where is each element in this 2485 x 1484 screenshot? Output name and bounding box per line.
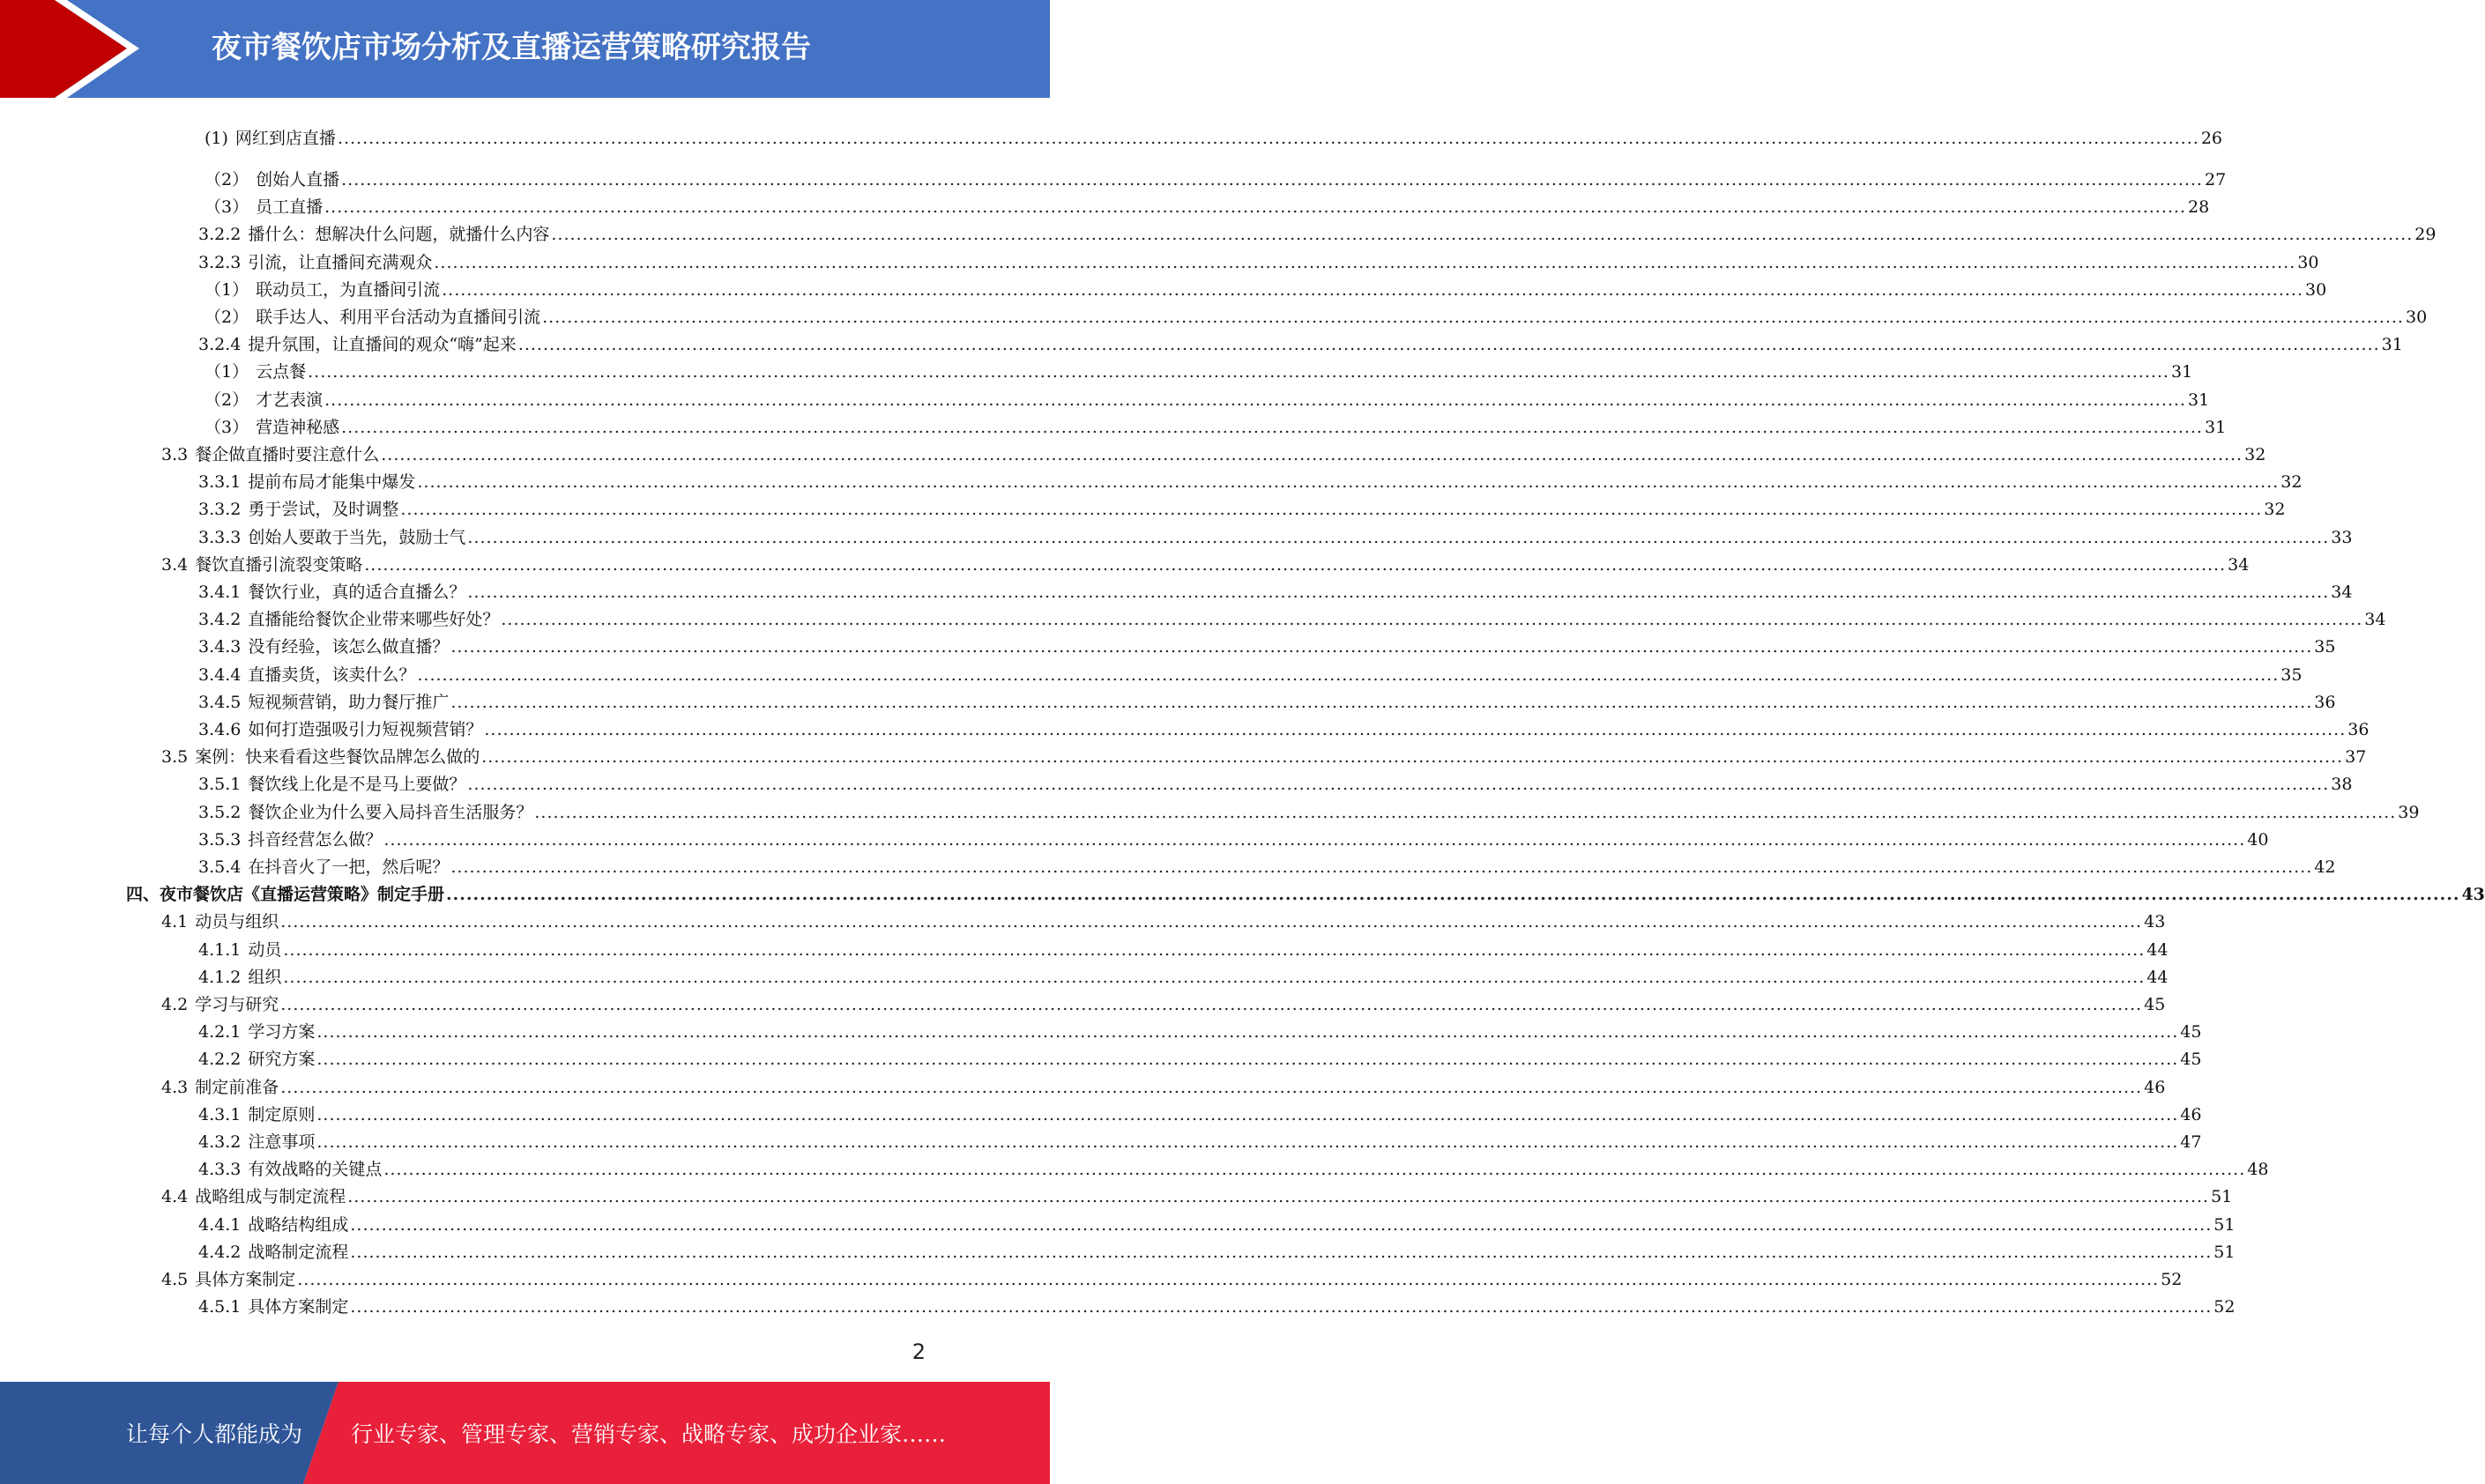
- toc-entry-number: 3.5.4: [198, 857, 242, 877]
- toc-entry[interactable]: [161, 1074, 2166, 1101]
- toc-entry[interactable]: [198, 1212, 2236, 1238]
- toc-leader-dots: ............................................................................................................................................................................................................................................................................................................: [316, 1104, 2179, 1124]
- toc-entry-number: 3.4.2: [198, 610, 242, 630]
- toc-entry-number: 3.5.3: [198, 829, 242, 850]
- toc-entry-number: (1): [205, 129, 228, 148]
- toc-entry-page: 35: [2314, 637, 2336, 657]
- toc-entry-title: 研究方案: [248, 1050, 316, 1070]
- toc-entry[interactable]: [198, 1156, 2269, 1183]
- toc-entry-number: 4.3.3: [198, 1160, 242, 1180]
- toc-leader-dots: ............................................................................................................................................................................................................................................................................................................: [501, 610, 2363, 630]
- toc-entry-page: 48: [2247, 1160, 2269, 1180]
- toc-entry-number: 3.2.3: [198, 252, 242, 272]
- toc-leader-dots: ............................................................................................................................................................................................................................................................................................................: [417, 664, 2280, 685]
- toc-leader-dots: ............................................................................................................................................................................................................................................................................................................: [450, 692, 2313, 712]
- toc-entry-title: 网红到店直播: [234, 129, 336, 148]
- toc-entry[interactable]: [161, 744, 2367, 770]
- toc-entry-page: 30: [2297, 252, 2319, 272]
- toc-entry-number: 4.2.2: [198, 1050, 242, 1070]
- toc-entry-number: 4.1.1: [198, 939, 242, 960]
- toc-entry-title: 没有经验，该怎么做直播？: [248, 637, 450, 657]
- toc-entry-page: 26: [2200, 129, 2222, 148]
- toc-entry-page: 44: [2146, 967, 2169, 987]
- toc-entry-number: 4.2: [161, 995, 189, 1014]
- toc-leader-dots: ............................................................................................................................................................................................................................................................................................................: [517, 335, 2380, 355]
- toc-leader-dots: ............................................................................................................................................................................................................................................................................................................: [341, 417, 2203, 437]
- toc-entry-title: 员工直播: [256, 197, 324, 218]
- toc-entry-title: 学习与研究: [195, 995, 279, 1014]
- toc-entry[interactable]: [198, 331, 2403, 358]
- toc-entry[interactable]: [198, 524, 2353, 551]
- toc-entry-number: 3.3: [161, 445, 189, 464]
- toc-leader-dots: ............................................................................................................................................................................................................................................................................................................: [316, 1022, 2179, 1043]
- toc-entry-title: 抖音经营怎么做？: [248, 829, 383, 850]
- toc-entry-page: 40: [2247, 829, 2269, 850]
- toc-entry-title: 组织: [248, 967, 282, 987]
- toc-leader-dots: ............................................................................................................................................................................................................................................................................................................: [467, 582, 2330, 602]
- toc-entry-number: 4.4.1: [198, 1214, 242, 1235]
- toc-entry-number: 4.4.2: [198, 1242, 242, 1262]
- toc-entry-title: 直播能给餐饮企业带来哪些好处？: [248, 610, 500, 630]
- footer-slogan-left: 让每个人都能成为: [126, 1421, 303, 1447]
- toc-entry-number: （1）: [205, 362, 249, 382]
- toc-entry[interactable]: [126, 881, 2485, 908]
- toc-entry[interactable]: [205, 359, 2193, 385]
- toc-entry-number: 3.4.1: [198, 582, 242, 602]
- toc-entry-number: 4.4: [161, 1187, 189, 1207]
- toc-leader-dots: ............................................................................................................................................................................................................................................................................................................: [467, 527, 2330, 547]
- toc-entry-title: 制定原则: [248, 1104, 316, 1124]
- toc-entry[interactable]: [198, 1019, 2202, 1045]
- toc-entry-title: 战略结构组成: [248, 1214, 349, 1235]
- toc-entry-number: （2）: [205, 390, 249, 410]
- toc-entry-number: 3.4.6: [198, 720, 242, 739]
- toc-entry-title: 具体方案制定: [248, 1297, 349, 1317]
- toc-leader-dots: ............................................................................................................................................................................................................................................................................................................: [434, 252, 2296, 272]
- toc-entry-number: （3）: [205, 417, 249, 437]
- toc-entry-number: 3.5: [161, 747, 189, 768]
- toc-entry-page: 31: [2187, 390, 2210, 410]
- toc-entry[interactable]: [205, 194, 2210, 220]
- toc-entry-page: 35: [2280, 664, 2303, 685]
- toc-entry-page: 31: [2170, 362, 2193, 382]
- toc-leader-dots: ............................................................................................................................................................................................................................................................................................................: [442, 279, 2303, 300]
- toc-entry-number: 4.1.2: [198, 967, 242, 987]
- toc-entry-number: 3.2.2: [198, 225, 242, 245]
- toc-leader-dots: ............................................................................................................................................................................................................................................................................................................: [364, 554, 2227, 575]
- toc-leader-dots: ............................................................................................................................................................................................................................................................................................................: [551, 225, 2414, 245]
- toc-entry-title: 动员与组织: [195, 912, 279, 932]
- toc-leader-dots: ............................................................................................................................................................................................................................................................................................................: [481, 747, 2344, 768]
- toc-entry-number: 3.2.4: [198, 335, 242, 355]
- toc-leader-dots: ............................................................................................................................................................................................................................................................................................................: [324, 390, 2186, 410]
- toc-entry-title: 具体方案制定: [195, 1270, 296, 1289]
- toc-entry-title: 餐饮线上化是不是马上要做？: [248, 775, 466, 795]
- toc-entry[interactable]: [198, 496, 2286, 523]
- toc-entry-title: 如何打造强吸引力短视频营销？: [248, 720, 483, 739]
- toc-entry-title: 直播卖货，该卖什么？: [248, 664, 416, 685]
- toc-entry-page: 45: [2144, 995, 2166, 1014]
- toc-leader-dots: ............................................................................................................................................................................................................................................................................................................: [297, 1270, 2160, 1289]
- toc-entry-number: （1）: [205, 279, 249, 300]
- toc-leader-dots: ............................................................................................................................................................................................................................................................................................................: [350, 1242, 2213, 1262]
- toc-entry[interactable]: [198, 771, 2353, 798]
- toc-entry-title: 云点餐: [256, 362, 307, 382]
- toc-entry-title: 才艺表演: [256, 390, 324, 410]
- toc-entry-page: 34: [2364, 610, 2386, 630]
- toc-leader-dots: ............................................................................................................................................................................................................................................................................................................: [280, 912, 2143, 932]
- toc-entry-title: 创始人直播: [256, 170, 340, 189]
- toc-entry-number: 4.3.1: [198, 1104, 242, 1124]
- toc-entry[interactable]: [198, 964, 2169, 991]
- toc-leader-dots: ............................................................................................................................................................................................................................................................................................................: [542, 308, 2404, 327]
- toc-entry-number: （3）: [205, 197, 249, 218]
- toc-entry-page: 31: [2381, 335, 2403, 355]
- toc-leader-dots: ............................................................................................................................................................................................................................................................................................................: [283, 939, 2146, 960]
- toc-entry-title: 制定前准备: [195, 1077, 279, 1097]
- toc-entry-number: 3.4.3: [198, 637, 242, 657]
- toc-entry-title: 学习方案: [248, 1022, 316, 1043]
- toc-entry-title: 战略制定流程: [248, 1242, 349, 1262]
- toc-leader-dots: ............................................................................................................................................................................................................................................................................................................: [450, 857, 2313, 877]
- toc-entry-number: 4.5.1: [198, 1297, 242, 1317]
- toc-entry-title: 短视频营销，助力餐厅推广: [248, 692, 450, 712]
- toc-entry[interactable]: [198, 1129, 2202, 1155]
- toc-entry-title: 在抖音火了一把，然后呢？: [248, 857, 450, 877]
- toc-entry-title: 联手达人、利用平台活动为直播间引流: [256, 308, 541, 327]
- toc-entry-title: 餐饮行业，真的适合直播么？: [248, 582, 466, 602]
- toc-entry[interactable]: [198, 469, 2303, 495]
- toc-entry-page: 51: [2211, 1187, 2233, 1207]
- toc-leader-dots: ............................................................................................................................................................................................................................................................................................................: [381, 445, 2243, 464]
- toc-entry-title: 引流，让直播间充满观众: [248, 252, 433, 272]
- toc-leader-dots: ............................................................................................................................................................................................................................................................................................................: [350, 1214, 2213, 1235]
- toc-leader-dots: ............................................................................................................................................................................................................................................................................................................: [316, 1132, 2179, 1152]
- toc-entry-number: 3.3.1: [198, 472, 242, 493]
- toc-entry[interactable]: [205, 304, 2428, 330]
- toc-entry-page: 32: [2264, 500, 2286, 520]
- toc-entry-page: 32: [2244, 445, 2266, 464]
- toc-entry-page: 44: [2146, 939, 2169, 960]
- toc-entry[interactable]: [161, 441, 2266, 468]
- toc-entry-title: 注意事项: [248, 1132, 316, 1152]
- toc-entry-page: 39: [2398, 802, 2420, 822]
- toc-entry[interactable]: [205, 277, 2327, 303]
- toc-leader-dots: ............................................................................................................................................................................................................................................................................................................: [400, 500, 2263, 520]
- toc-entry-page: 45: [2180, 1050, 2202, 1070]
- toc-entry-page: 52: [2161, 1270, 2183, 1289]
- toc-entry-number: （2）: [205, 308, 249, 327]
- toc-entry-page: 43: [2461, 885, 2485, 905]
- page-number: 2: [911, 1339, 926, 1364]
- toc-entry-page: 47: [2180, 1132, 2202, 1152]
- toc-entry[interactable]: [205, 125, 2222, 152]
- toc-leader-dots: ............................................................................................................................................................................................................................................................................................................: [308, 362, 2169, 382]
- toc-entry[interactable]: [205, 414, 2227, 441]
- toc-entry-number: 4.3.2: [198, 1132, 242, 1152]
- toc-entry-page: 46: [2180, 1104, 2202, 1124]
- toc-entry-page: 30: [2304, 279, 2327, 300]
- toc-entry-number: 3.4: [161, 554, 189, 575]
- footer-slogan-right: 行业专家、管理专家、营销专家、战略专家、成功企业家……: [351, 1421, 947, 1447]
- toc-entry-title: 战略组成与制定流程: [195, 1187, 346, 1207]
- toc-leader-dots: ............................................................................................................................................................................................................................................................................................................: [417, 472, 2280, 493]
- toc-leader-dots: ............................................................................................................................................................................................................................................................................................................: [383, 829, 2246, 850]
- toc-entry-number: 3.5.2: [198, 802, 242, 822]
- toc-leader-dots: ............................................................................................................................................................................................................................................................................................................: [446, 885, 2460, 905]
- toc-entry-page: 27: [2204, 170, 2227, 189]
- toc-entry[interactable]: [198, 1294, 2236, 1320]
- toc-leader-dots: ............................................................................................................................................................................................................................................................................................................: [324, 197, 2186, 218]
- toc-entry[interactable]: [205, 387, 2210, 413]
- toc-entry-number: 4.1: [161, 912, 189, 932]
- toc-leader-dots: ............................................................................................................................................................................................................................................................................................................: [337, 129, 2199, 148]
- toc-leader-dots: ............................................................................................................................................................................................................................................................................................................: [347, 1187, 2210, 1207]
- toc-entry-number: 3.5.1: [198, 775, 242, 795]
- toc-entry[interactable]: [198, 937, 2169, 963]
- toc-entry-page: 37: [2345, 747, 2367, 768]
- toc-leader-dots: ............................................................................................................................................................................................................................................................................................................: [316, 1050, 2179, 1070]
- toc-entry[interactable]: [198, 1239, 2236, 1265]
- toc-entry[interactable]: [198, 1046, 2202, 1072]
- toc-entry-page: 36: [2314, 692, 2336, 712]
- toc-entry[interactable]: [198, 662, 2303, 688]
- toc-entry-title: 联动员工，为直播间引流: [256, 279, 441, 300]
- toc-entry-page: 30: [2405, 308, 2428, 327]
- toc-leader-dots: ............................................................................................................................................................................................................................................................................................................: [283, 967, 2146, 987]
- toc-entry-page: 29: [2414, 225, 2437, 245]
- toc-entry[interactable]: [198, 249, 2319, 276]
- report-title: 夜市餐饮店市场分析及直播运营策略研究报告: [212, 30, 811, 65]
- toc-entry[interactable]: [161, 991, 2166, 1018]
- toc-entry-page: 36: [2347, 720, 2370, 739]
- toc-entry-title: 餐企做直播时要注意什么: [195, 445, 380, 464]
- toc-entry-title: 营造神秘感: [256, 417, 340, 437]
- toc-entry-title: 动员: [248, 939, 282, 960]
- toc-entry-number: 3.3.3: [198, 527, 242, 547]
- toc-entry-number: 3.4.5: [198, 692, 242, 712]
- toc-entry[interactable]: [161, 909, 2166, 935]
- toc-entry-page: 34: [2331, 582, 2353, 602]
- toc-entry-title: 四、夜市餐饮店《直播运营策略》制定手册: [126, 885, 445, 905]
- toc-entry[interactable]: [198, 579, 2353, 605]
- toc-entry-title: 提前布局才能集中爆发: [248, 472, 416, 493]
- toc-entry-number: 4.2.1: [198, 1022, 242, 1043]
- toc-entry-number: 4.3: [161, 1077, 189, 1097]
- toc-entry[interactable]: [205, 167, 2227, 193]
- toc-entry-page: 51: [2213, 1214, 2236, 1235]
- toc-entry-page: 33: [2331, 527, 2353, 547]
- toc-entry[interactable]: [198, 634, 2336, 660]
- toc-entry[interactable]: [198, 221, 2437, 248]
- toc-entry[interactable]: [161, 1266, 2183, 1293]
- toc-leader-dots: ............................................................................................................................................................................................................................................................................................................: [280, 995, 2143, 1014]
- toc-entry-number: 3.3.2: [198, 500, 242, 520]
- toc-entry-title: 餐饮企业为什么要入局抖音生活服务？: [248, 802, 533, 822]
- toc-entry[interactable]: [161, 552, 2250, 578]
- toc-entry-title: 创始人要敢于当先，鼓励士气: [248, 527, 466, 547]
- toc-entry-page: 42: [2314, 857, 2336, 877]
- toc-leader-dots: ............................................................................................................................................................................................................................................................................................................: [341, 170, 2203, 189]
- toc-entry-page: 43: [2144, 912, 2166, 932]
- toc-entry[interactable]: [161, 1183, 2233, 1210]
- toc-entry-page: 46: [2144, 1077, 2166, 1097]
- toc-entry-page: 28: [2187, 197, 2210, 218]
- toc-entry-page: 31: [2204, 417, 2227, 437]
- toc-entry-page: 45: [2180, 1022, 2202, 1043]
- toc-entry[interactable]: [198, 854, 2336, 880]
- toc-entry-page: 51: [2213, 1242, 2236, 1262]
- toc-leader-dots: ............................................................................................................................................................................................................................................................................................................: [280, 1077, 2143, 1097]
- toc-entry[interactable]: [198, 716, 2370, 743]
- toc-leader-dots: ............................................................................................................................................................................................................................................................................................................: [383, 1160, 2246, 1180]
- toc-entry-page: 32: [2280, 472, 2303, 493]
- toc-entry-title: 案例：快来看看这些餐饮品牌怎么做的: [195, 747, 480, 768]
- toc-entry-page: 34: [2228, 554, 2250, 575]
- toc-entry-number: 3.4.4: [198, 664, 242, 685]
- toc-entry[interactable]: [198, 1102, 2202, 1128]
- toc-leader-dots: ............................................................................................................................................................................................................................................................................................................: [350, 1297, 2213, 1317]
- toc-entry-title: 有效战略的关键点: [248, 1160, 383, 1180]
- toc-leader-dots: ............................................................................................................................................................................................................................................................................................................: [484, 720, 2347, 739]
- toc-entry-title: 餐饮直播引流裂变策略: [195, 554, 363, 575]
- toc-entry[interactable]: [198, 606, 2386, 633]
- page-footer: [0, 1382, 1050, 1484]
- toc-entry-number: 4.5: [161, 1270, 189, 1289]
- toc-entry-title: 提升氛围，让直播间的观众“嗨”起来: [248, 335, 517, 355]
- toc-entry[interactable]: [198, 689, 2336, 716]
- toc-entry-page: 38: [2331, 775, 2353, 795]
- toc-entry-title: 播什么：想解决什么问题，就播什么内容: [248, 225, 550, 245]
- toc-leader-dots: ............................................................................................................................................................................................................................................................................................................: [534, 802, 2397, 822]
- toc-entry-number: （2）: [205, 170, 249, 189]
- toc-entry-page: 52: [2213, 1297, 2236, 1317]
- toc-entry[interactable]: [198, 799, 2420, 826]
- toc-entry-title: 勇于尝试，及时调整: [248, 500, 399, 520]
- toc-entry[interactable]: [198, 827, 2269, 853]
- toc-leader-dots: ............................................................................................................................................................................................................................................................................................................: [467, 775, 2330, 795]
- toc-leader-dots: ............................................................................................................................................................................................................................................................................................................: [450, 637, 2313, 657]
